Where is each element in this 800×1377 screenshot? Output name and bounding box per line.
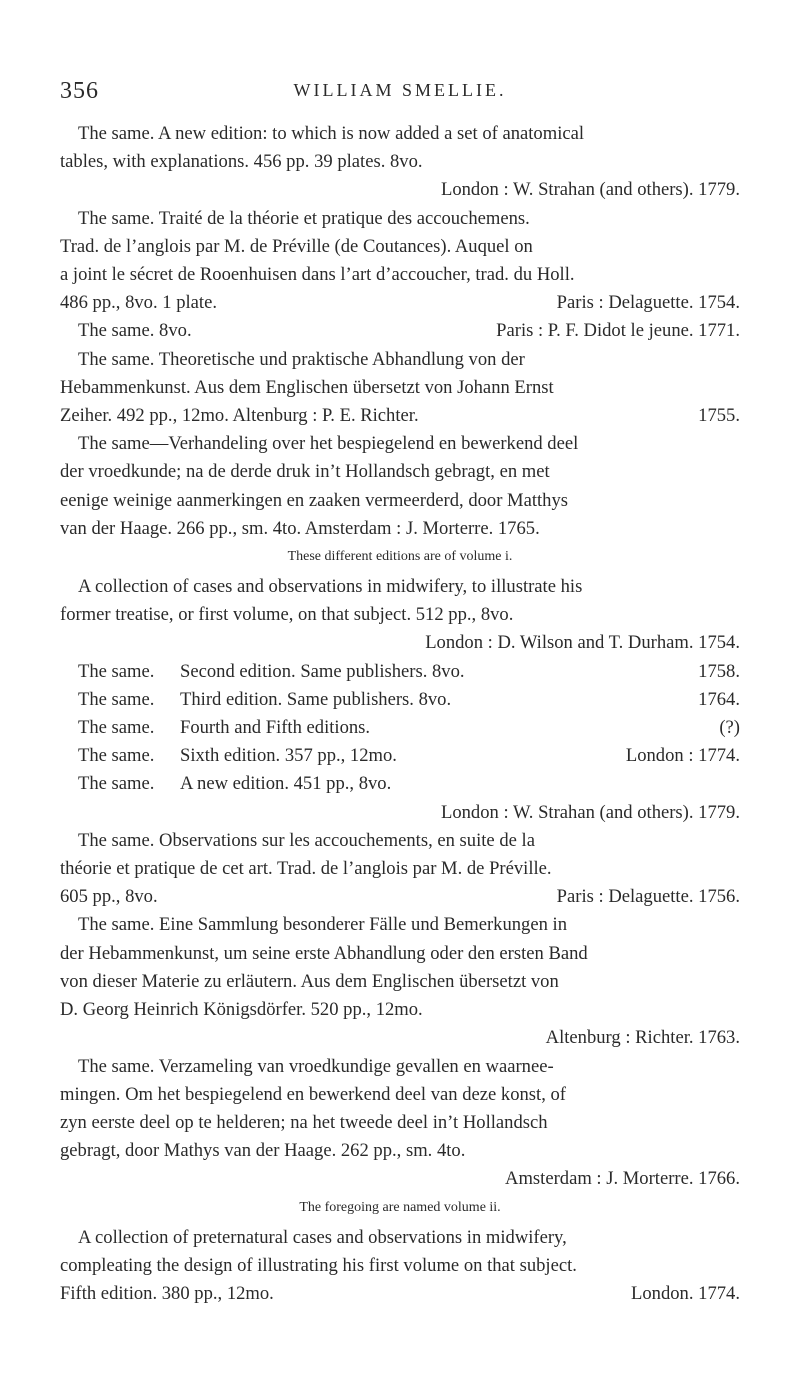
- text-line: Trad. de l’anglois par M. de Préville (de Coutances). Auquel on: [60, 235, 533, 257]
- text-fragment: Zeiher. 492 pp., 12mo. Altenburg : P. E. Richter.: [60, 405, 419, 427]
- text-line: London : W. Strahan (and others). 1779.: [440, 801, 740, 823]
- text-line: The same—Verhandeling over het bespiegelend en bewerkend deel: [78, 433, 579, 455]
- text-fragment: 486 pp., 8vo. 1 plate.: [60, 292, 217, 314]
- edition-row: [60, 770, 740, 798]
- edition-label: The same.: [78, 660, 155, 682]
- text-line: théorie et pratique de cet art. Trad. de l’anglois par M. de Préville.: [60, 858, 552, 880]
- edition-row: [60, 686, 740, 714]
- edition-label: The same.: [78, 688, 155, 710]
- text-line: former treatise, or first volume, on that subject. 512 pp., 8vo.: [60, 604, 514, 626]
- text-line: The same. Verzameling van vroedkundige gevallen en waarnee-: [78, 1055, 554, 1077]
- text-fragment: Paris : Delaguette. 1756.: [556, 886, 740, 908]
- text-line: [60, 1280, 740, 1308]
- text-line: The same. Eine Sammlung besonderer Fälle und Bemerkungen in: [78, 914, 567, 936]
- text-fragment: 605 pp., 8vo.: [60, 886, 158, 908]
- edition-text: Third edition. Same publishers. 8vo.: [180, 688, 452, 710]
- text-line: van der Haage. 266 pp., sm. 4to. Amsterdam : J. Morterre. 1765.: [60, 517, 540, 539]
- edition-label: The same.: [78, 717, 155, 739]
- text-line: A collection of preternatural cases and observations in midwifery,: [78, 1226, 567, 1248]
- text-line: London : W. Strahan (and others). 1779.: [440, 179, 740, 201]
- edition-label: The same.: [78, 773, 155, 795]
- text-line: von dieser Materie zu erläutern. Aus dem Englischen übersetzt von: [60, 970, 559, 992]
- edition-year: London : 1774.: [625, 745, 740, 767]
- text-line: der Hebammenkunst, um seine erste Abhandlung oder den ersten Band: [60, 942, 588, 964]
- text-line: compleating the design of illustrating his first volume on that subject.: [60, 1254, 577, 1276]
- edition-row: [60, 742, 740, 770]
- text-line: The same. Observations sur les accouchements, en suite de la: [78, 829, 535, 851]
- edition-year: 1764.: [698, 688, 740, 710]
- text-fragment: Paris : P. F. Didot le jeune. 1771.: [496, 320, 740, 342]
- text-line: Hebammenkunst. Aus dem Englischen übersetzt von Johann Ernst: [60, 376, 554, 398]
- editorial-note: The foregoing are named volume ii.: [299, 1199, 501, 1215]
- text-line: der vroedkunde; na de derde druk in’t Hollandsch gebragt, en met: [60, 461, 550, 483]
- text-line: Altenburg : Richter. 1763.: [545, 1027, 740, 1049]
- text-line: A collection of cases and observations in midwifery, to illustrate his: [78, 576, 583, 598]
- edition-text: Fourth and Fifth editions.: [180, 717, 371, 739]
- text-line: Amsterdam : J. Morterre. 1766.: [505, 1168, 740, 1190]
- edition-row: [60, 658, 740, 686]
- running-title: WILLIAM SMELLIE.: [293, 80, 507, 100]
- text-line: The same. Theoretische und praktische Abhandlung von der: [78, 348, 525, 370]
- text-line: a joint le sécret de Rooenhuisen dans l’art d’accoucher, trad. du Holl.: [60, 264, 575, 286]
- edition-text: A new edition. 451 pp., 8vo.: [180, 773, 392, 795]
- text-line: tables, with explanations. 456 pp. 39 plates. 8vo.: [60, 151, 423, 173]
- edition-year: 1758.: [698, 660, 740, 682]
- text-line: The same. A new edition: to which is now added a set of anatomical: [78, 123, 585, 144]
- text-fragment: Fifth edition. 380 pp., 12mo.: [60, 1282, 274, 1304]
- edition-text: Second edition. Same publishers. 8vo.: [180, 660, 465, 682]
- edition-label: The same.: [78, 745, 155, 767]
- text-line: zyn eerste deel op te helderen; na het tweede deel in’t Hollandsch: [60, 1111, 548, 1133]
- text-line: London : D. Wilson and T. Durham. 1754.: [425, 632, 740, 654]
- text-line: eenige weinige aanmerkingen en zaaken vermeerderd, door Matthys: [60, 489, 569, 511]
- text-fragment: The same. 8vo.: [78, 320, 192, 342]
- page-number: 356: [60, 78, 99, 104]
- text-fragment: London. 1774.: [631, 1282, 740, 1304]
- page-header: [60, 78, 740, 110]
- text-line: D. Georg Heinrich Königsdörfer. 520 pp., 12mo.: [60, 999, 423, 1021]
- text-fragment: Paris : Delaguette. 1754.: [556, 292, 740, 314]
- edition-row: [60, 714, 740, 742]
- editorial-note: These different editions are of volume i.: [287, 549, 513, 565]
- text-line: mingen. Om het bespiegelend en bewerkend deel van deze konst, of: [60, 1083, 566, 1105]
- text-line: gebragt, door Mathys van der Haage. 262 pp., sm. 4to.: [60, 1140, 466, 1162]
- text-line: [60, 402, 740, 430]
- edition-text: Sixth edition. 357 pp., 12mo.: [180, 745, 397, 767]
- text-line: [60, 289, 740, 317]
- text-line: [60, 317, 740, 345]
- text-fragment: 1755.: [698, 405, 740, 427]
- edition-year: (?): [719, 717, 740, 739]
- text-line: The same. Traité de la théorie et pratique des accouchemens.: [78, 207, 530, 229]
- page-body: [60, 120, 740, 1308]
- text-line: [60, 883, 740, 911]
